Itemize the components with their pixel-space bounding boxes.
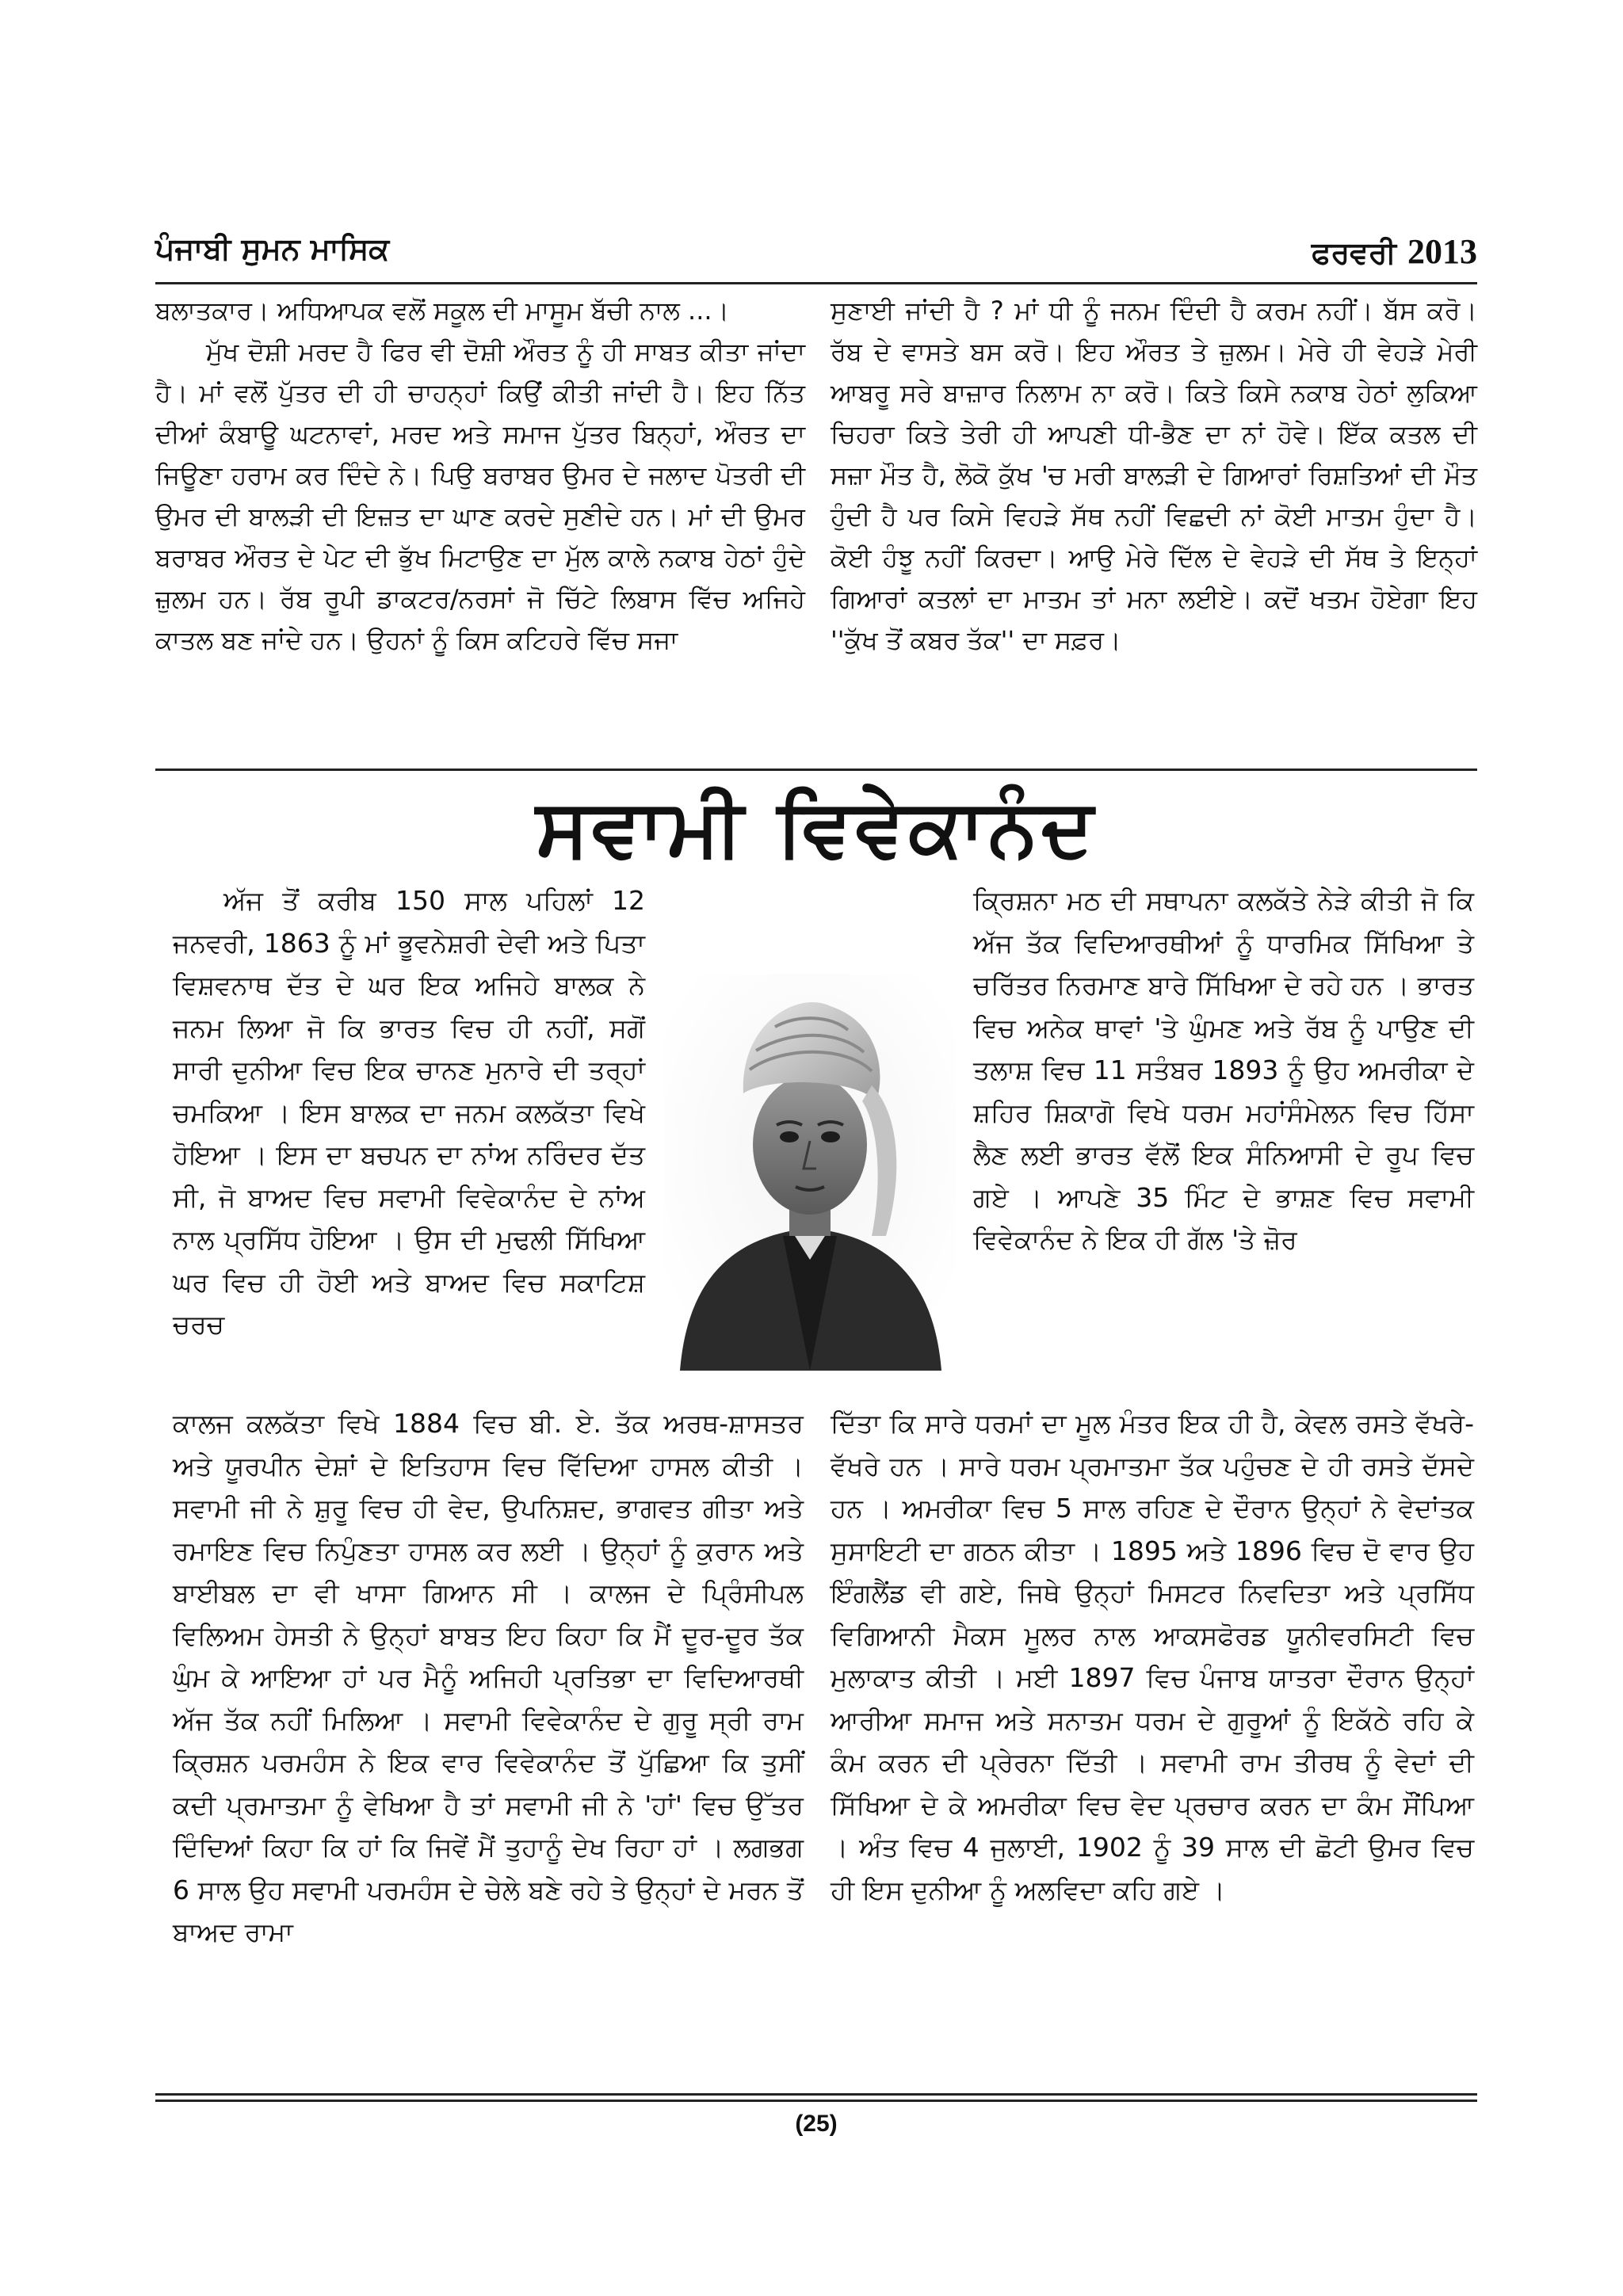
page-number: (25) (795, 2111, 838, 2137)
issue-year: 2013 (1407, 232, 1477, 271)
article-left-top-text: ਅੱਜ ਤੋਂ ਕਰੀਬ 150 ਸਾਲ ਪਹਿਲਾਂ 12 ਜਨਵਰੀ, 1863 ਨੂੰ ਮਾਂ ਭੂਵਨੇਸ਼ਰੀ ਦੇਵੀ ਅਤੇ ਪਿਤਾ ਵਿਸ਼ਵਨਾਥ ਦੱਤ ਦੇ ਘਰ ਇਕ ਅਜਿਹੇ ਬਾਲਕ ਨੇ ਜਨਮ ਲਿਆ ਜੋ ਕਿ ਭਾਰਤ ਵਿਚ ਹੀ ਨਹੀਂ, ਸਗੋਂ ਸਾਰੀ ਦੁਨੀਆ ਵਿਚ ਇਕ ਚਾਨਣ ਮੁਨਾਰੇ ਦੀ ਤਰ੍ਹਾਂ ਚਮਕਿਆ । ਇਸ ਬਾਲਕ ਦਾ ਜਨਮ ਕਲਕੱਤਾ ਵਿਖੇ ਹੋਇਆ । ਇਸ ਦਾ ਬਚਪਨ ਦਾ ਨਾਂਅ ਨਰਿੰਦਰ ਦੱਤ ਸੀ, ਜੋ ਬਾਅਦ ਵਿਚ ਸਵਾਮੀ ਵਿਵੇਕਾਨੰਦ ਦੇ ਨਾਂਅ ਨਾਲ ਪ੍ਰਸਿੱਧ ਹੋਇਆ । ਉਸ ਦੀ ਮੁਢਲੀ ਸਿੱਖਿਆ ਘਰ ਵਿਚ ਹੀ ਹੋਈ ਅਤੇ ਬਾਅਦ ਵਿਚ ਸਕਾਟਿਸ਼ ਚਰਚ (173, 885, 645, 1340)
article-left-bottom-column (173, 1402, 804, 1954)
section-divider (155, 769, 1477, 771)
article-title: ਸਵਾਮੀ ਵਿਵੇਕਾਨੰਦ (536, 781, 1097, 874)
article-left-bottom-text: ਕਾਲਜ ਕਲਕੱਤਾ ਵਿਖੇ 1884 ਵਿਚ ਬੀ. ਏ. ਤੱਕ ਅਰਥ-ਸ਼ਾਸਤਰ ਅਤੇ ਯੂਰਪੀਨ ਦੇਸ਼ਾਂ ਦੇ ਇਤਿਹਾਸ ਵਿਚ ਵਿੱਦਿਆ ਹਾਸਲ ਕੀਤੀ । ਸਵਾਮੀ ਜੀ ਨੇ ਸ਼ੁਰੂ ਵਿਚ ਹੀ ਵੇਦ, ਉਪਨਿਸ਼ਦ, ਭਾਗਵਤ ਗੀਤਾ ਅਤੇ ਰਮਾਇਣ ਵਿਚ ਨਿਪੁੰਣਤਾ ਹਾਸਲ ਕਰ ਲਈ । ਉਨ੍ਹਾਂ ਨੂੰ ਕੁਰਾਨ ਅਤੇ ਬਾਈਬਲ ਦਾ ਵੀ ਖਾਸਾ ਗਿਆਨ ਸੀ । ਕਾਲਜ ਦੇ ਪ੍ਰਿੰਸੀਪਲ ਵਿਲਿਅਮ ਹੇਸਤੀ ਨੇ ਉਨ੍ਹਾਂ ਬਾਬਤ ਇਹ ਕਿਹਾ ਕਿ ਮੈਂ ਦੂਰ-ਦੂਰ ਤੱਕ ਘੁੰਮ ਕੇ ਆਇਆ ਹਾਂ ਪਰ ਮੈਨੂੰ ਅਜਿਹੀ ਪ੍ਰਤਿਭਾ ਦਾ ਵਿਦਿਆਰਥੀ ਅੱਜ ਤੱਕ ਨਹੀਂ ਮਿਲਿਆ । ਸਵਾਮੀ ਵਿਵੇਕਾਨੰਦ ਦੇ ਗੁਰੂ ਸ੍ਰੀ ਰਾਮ ਕ੍ਰਿਸ਼ਨ ਪਰਮਹੰਸ ਨੇ ਇਕ ਵਾਰ ਵਿਵੇਕਾਨੰਦ ਤੋਂ ਪੁੱਛਿਆ ਕਿ ਤੁਸੀਂ ਕਦੀ ਪ੍ਰਮਾਤਮਾ ਨੂੰ ਵੇਖਿਆ ਹੈ ਤਾਂ ਸਵਾਮੀ ਜੀ ਨੇ 'ਹਾਂ' ਵਿਚ ਉੱਤਰ ਦਿੰਦਿਆਂ ਕਿਹਾ ਕਿ ਹਾਂ ਕਿ ਜਿਵੇਂ ਮੈਂ ਤੁਹਾਨੂੰ ਦੇਖ ਰਿਹਾ ਹਾਂ । ਲਗਭਗ 6 ਸਾਲ ਉਹ ਸਵਾਮੀ ਪਰਮਹੰਸ ਦੇ ਚੇਲੇ ਬਣੇ ਰਹੇ ਤੇ ਉਨ੍ਹਾਂ ਦੇ ਮਰਨ ਤੋਂ ਬਾਅਦ ਰਾਮਾ (173, 1408, 804, 1947)
article-right-top-column (973, 879, 1474, 1261)
issue-month: ਫਰਵਰੀ (1311, 235, 1396, 270)
page-header (155, 231, 1477, 279)
article-right-top-text: ਕ੍ਰਿਸ਼ਨਾ ਮਠ ਦੀ ਸਥਾਪਨਾ ਕਲਕੱਤੇ ਨੇੜੇ ਕੀਤੀ ਜੋ ਕਿ ਅੱਜ ਤੱਕ ਵਿਦਿਆਰਥੀਆਂ ਨੂੰ ਧਾਰਮਿਕ ਸਿੱਖਿਆ ਤੇ ਚਰਿੱਤਰ ਨਿਰਮਾਣ ਬਾਰੇ ਸਿੱਖਿਆ ਦੇ ਰਹੇ ਹਨ । ਭਾਰਤ ਵਿਚ ਅਨੇਕ ਥਾਵਾਂ 'ਤੇ ਘੁੰਮਣ ਅਤੇ ਰੱਬ ਨੂੰ ਪਾਉਣ ਦੀ ਤਲਾਸ਼ ਵਿਚ 11 ਸਤੰਬਰ 1893 ਨੂੰ ਉਹ ਅਮਰੀਕਾ ਦੇ ਸ਼ਹਿਰ ਸ਼ਿਕਾਗੋ ਵਿਖੇ ਧਰਮ ਮਹਾਂਸੰਮੇਲਨ ਵਿਚ ਹਿੱਸਾ ਲੈਣ ਲਈ ਭਾਰਤ ਵੱਲੋਂ ਇਕ ਸੰਨਿਆਸੀ ਦੇ ਰੂਪ ਵਿਚ ਗਏ । ਆਪਣੇ 35 ਮਿੰਟ ਦੇ ਭਾਸ਼ਣ ਵਿਚ ਸਵਾਮੀ ਵਿਵੇਕਾਨੰਦ ਨੇ ਇਕ ਹੀ ਗੱਲ 'ਤੇ ਜ਼ੋਰ (973, 885, 1474, 1255)
header-rule (155, 282, 1477, 284)
issue-date (1312, 231, 1477, 272)
article-right-bottom-column (831, 1402, 1474, 1911)
portrait-image (664, 974, 956, 1371)
article-right-bottom-text: ਦਿੱਤਾ ਕਿ ਸਾਰੇ ਧਰਮਾਂ ਦਾ ਮੂਲ ਮੰਤਰ ਇਕ ਹੀ ਹੈ, ਕੇਵਲ ਰਸਤੇ ਵੱਖਰੇ-ਵੱਖਰੇ ਹਨ । ਸਾਰੇ ਧਰਮ ਪ੍ਰਮਾਤਮਾ ਤੱਕ ਪਹੁੰਚਣ ਦੇ ਹੀ ਰਸਤੇ ਦੱਸਦੇ ਹਨ । ਅਮਰੀਕਾ ਵਿਚ 5 ਸਾਲ ਰਹਿਣ ਦੇ ਦੌਰਾਨ ਉਨ੍ਹਾਂ ਨੇ ਵੇਦਾਂਤਕ ਸੁਸਾਇਟੀ ਦਾ ਗਠਨ ਕੀਤਾ । 1895 ਅਤੇ 1896 ਵਿਚ ਦੋ ਵਾਰ ਉਹ ਇੰਗਲੈਂਡ ਵੀ ਗਏ, ਜਿਥੇ ਉਨ੍ਹਾਂ ਮਿਸਟਰ ਨਿਵਦਿਤਾ ਅਤੇ ਪ੍ਰਸਿੱਧ ਵਿਗਿਆਨੀ ਮੈਕਸ ਮੂਲਰ ਨਾਲ ਆਕਸਫੋਰਡ ਯੂਨੀਵਰਸਿਟੀ ਵਿਚ ਮੁਲਾਕਾਤ ਕੀਤੀ । ਮਈ 1897 ਵਿਚ ਪੰਜਾਬ ਯਾਤਰਾ ਦੌਰਾਨ ਉਨ੍ਹਾਂ ਆਰੀਆ ਸਮਾਜ ਅਤੇ ਸਨਾਤਮ ਧਰਮ ਦੇ ਗੁਰੂਆਂ ਨੂੰ ਇਕੱਠੇ ਰਹਿ ਕੇ ਕੰਮ ਕਰਨ ਦੀ ਪ੍ਰੇਰਨਾ ਦਿੱਤੀ । ਸਵਾਮੀ ਰਾਮ ਤੀਰਥ ਨੂੰ ਵੇਦਾਂ ਦੀ ਸਿੱਖਿਆ ਦੇ ਕੇ ਅਮਰੀਕਾ ਵਿਚ ਵੇਦ ਪ੍ਰਚਾਰ ਕਰਨ ਦਾ ਕੰਮ ਸੌਂਪਿਆ । ਅੰਤ ਵਿਚ 4 ਜੁਲਾਈ, 1902 ਨੂੰ 39 ਸਾਲ ਦੀ ਛੋਟੀ ਉਮਰ ਵਿਚ ਹੀ ਇਸ ਦੁਨੀਆ ਨੂੰ ਅਲਵਿਦਾ ਕਹਿ ਗਏ । (831, 1408, 1474, 1905)
footer-rule-top (155, 2093, 1477, 2096)
prev-article-left-first: ਬਲਾਤਕਾਰ। ਅਧਿਆਪਕ ਵਲੋਂ ਸਕੂਲ ਦੀ ਮਾਸੂਮ ਬੱਚੀ ਨਾਲ ...। (155, 296, 730, 326)
prev-article-left-body: ਮੁੱਖ ਦੋਸ਼ੀ ਮਰਦ ਹੈ ਫਿਰ ਵੀ ਦੋਸ਼ੀ ਔਰਤ ਨੂੰ ਹੀ ਸਾਬਤ ਕੀਤਾ ਜਾਂਦਾ ਹੈ। ਮਾਂ ਵਲੋਂ ਪੁੱਤਰ ਦੀ ਹੀ ਚਾਹਨ੍ਹਾਂ ਕਿਉਂ ਕੀਤੀ ਜਾਂਦੀ ਹੈ। ਇਹ ਨਿੱਤ ਦੀਆਂ ਕੰਬਾਊ ਘਟਨਾਵਾਂ, ਮਰਦ ਅਤੇ ਸਮਾਜ ਪੁੱਤਰ ਬਿਨ੍ਹਾਂ, ਔਰਤ ਦਾ ਜਿਊਣਾ ਹਰਾਮ ਕਰ ਦਿੰਦੇ ਨੇ। ਪਿਉ ਬਰਾਬਰ ਉਮਰ ਦੇ ਜਲਾਦ ਪੋਤਰੀ ਦੀ ਉਮਰ ਦੀ ਬਾਲੜੀ ਦੀ ਇਜ਼ਤ ਦਾ ਘਾਣ ਕਰਦੇ ਸੁਣੀਦੇ ਹਨ। ਮਾਂ ਦੀ ਉਮਰ ਬਰਾਬਰ ਔਰਤ ਦੇ ਪੇਟ ਦੀ ਭੁੱਖ ਮਿਟਾਉਣ ਦਾ ਮੁੱਲ ਕਾਲੇ ਨਕਾਬ ਹੇਠਾਂ ਹੁੰਦੇ ਜ਼ੁਲਮ ਹਨ। ਰੱਬ ਰੂਪੀ ਡਾਕਟਰ/ਨਰਸਾਂ ਜੋ ਚਿੱਟੇ ਲਿਬਾਸ ਵਿੱਚ ਅਜਿਹੇ ਕਾਤਲ ਬਣ ਜਾਂਦੇ ਹਨ। ਉਹਨਾਂ ਨੂੰ ਕਿਸ ਕਟਿਹਰੇ ਵਿੱਚ ਸਜਾ (155, 337, 805, 655)
prev-article-right-column (831, 290, 1477, 661)
magazine-name: ਪੰਜਾਬੀ ਸੁਮਨ ਮਾਸਿਕ (155, 231, 390, 266)
prev-article-right-body: ਸੁਣਾਈ ਜਾਂਦੀ ਹੈ ? ਮਾਂ ਧੀ ਨੂੰ ਜਨਮ ਦਿੰਦੀ ਹੈ ਕਰਮ ਨਹੀਂ। ਬੱਸ ਕਰੋ। ਰੱਬ ਦੇ ਵਾਸਤੇ ਬਸ ਕਰੋ। ਇਹ ਔਰਤ ਤੇ ਜ਼ੁਲਮ। ਮੇਰੇ ਹੀ ਵੇਹੜੇ ਮੇਰੀ ਆਬਰੂ ਸਰੇ ਬਾਜ਼ਾਰ ਨਿਲਾਮ ਨਾ ਕਰੋ। ਕਿਤੇ ਕਿਸੇ ਨਕਾਬ ਹੇਠਾਂ ਲੁਕਿਆ ਚਿਹਰਾ ਕਿਤੇ ਤੇਰੀ ਹੀ ਆਪਣੀ ਧੀ-ਭੈਣ ਦਾ ਨਾਂ ਹੋਵੇ। ਇੱਕ ਕਤਲ ਦੀ ਸਜ਼ਾ ਮੌਤ ਹੈ, ਲੋਕੋ ਕੁੱਖ 'ਚ ਮਰੀ ਬਾਲੜੀ ਦੇ ਗਿਆਰਾਂ ਰਿਸ਼ਤਿਆਂ ਦੀ ਮੌਤ ਹੁੰਦੀ ਹੈ ਪਰ ਕਿਸੇ ਵਿਹੜੇ ਸੱਥ ਨਹੀਂ ਵਿਛਦੀ ਨਾਂ ਕੋਈ ਮਾਤਮ ਹੁੰਦਾ ਹੈ। ਕੋਈ ਹੰਝੂ ਨਹੀਂ ਕਿਰਦਾ। ਆਉ ਮੇਰੇ ਦਿੱਲ ਦੇ ਵੇਹੜੇ ਦੀ ਸੱਥ ਤੇ ਇਨ੍ਹਾਂ ਗਿਆਰਾਂ ਕਤਲਾਂ ਦਾ ਮਾਤਮ ਤਾਂ ਮਨਾ ਲਈਏ। ਕਦੋਂ ਖਤਮ ਹੋਏਗਾ ਇਹ ''ਕੁੱਖ ਤੋਂ ਕਬਰ ਤੱਕ'' ਦਾ ਸਫ਼ਰ। (831, 296, 1477, 655)
footer-rule-bottom (155, 2100, 1477, 2102)
article-left-top-column (173, 879, 645, 1346)
prev-article-left-column (155, 290, 805, 661)
